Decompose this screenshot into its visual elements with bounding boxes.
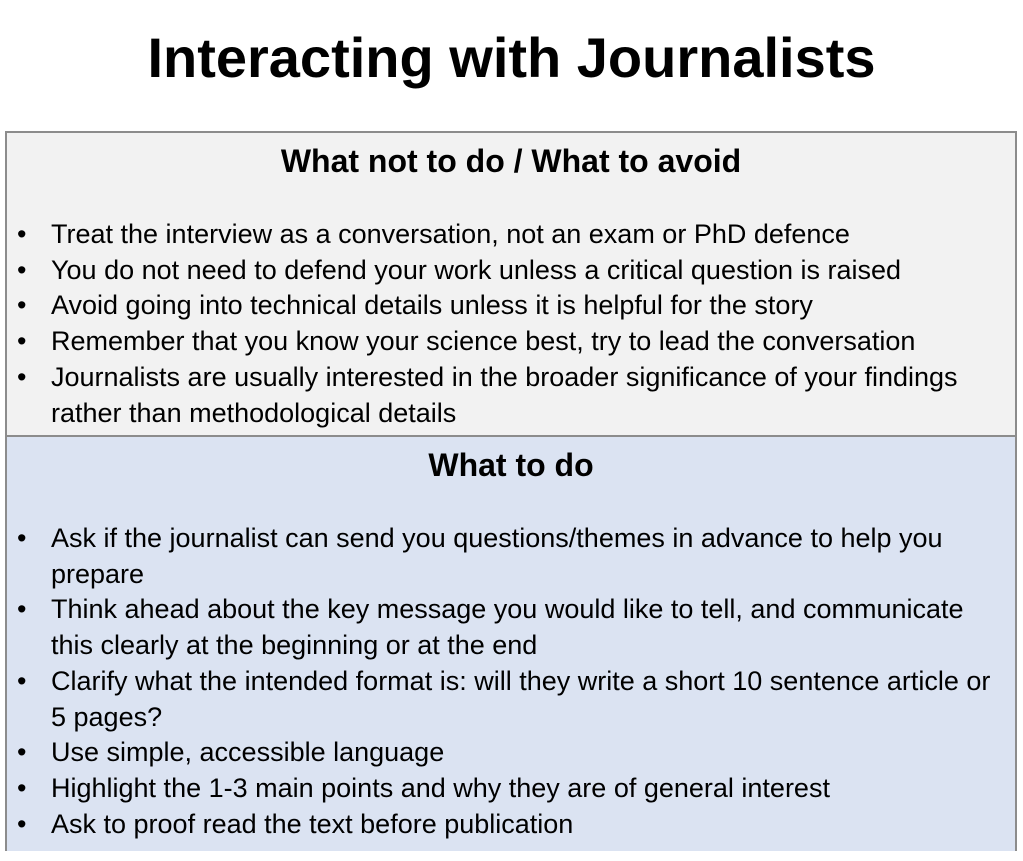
bullet-icon: • bbox=[17, 737, 27, 768]
list-item bbox=[7, 664, 1011, 735]
list-item bbox=[7, 253, 1011, 289]
list-item bbox=[7, 288, 1011, 324]
what-to-avoid-heading: What not to do / What to avoid bbox=[280, 143, 742, 179]
list-item-text: Highlight the 1-3 main points and why they are of general interest bbox=[51, 772, 830, 803]
bullet-icon: • bbox=[17, 594, 27, 625]
bullet-icon: • bbox=[17, 219, 27, 249]
list-item-text: Think ahead about the key message you would like to tell, and communicate this clearly at the beginning or at the end bbox=[51, 594, 964, 661]
what-to-do-list bbox=[7, 521, 1015, 842]
bullet-icon: • bbox=[17, 665, 27, 696]
bullet-icon: • bbox=[17, 772, 27, 803]
list-item-text: Use simple, accessible language bbox=[51, 737, 445, 768]
what-to-do-section bbox=[7, 437, 1015, 851]
list-item bbox=[7, 217, 1011, 253]
list-item-text: You do not need to defend your work unless a critical question is raised bbox=[51, 254, 902, 285]
bullet-icon: • bbox=[17, 361, 27, 392]
list-item bbox=[7, 807, 1011, 843]
list-item bbox=[7, 360, 1011, 431]
list-item-text: Remember that you know your science best, try to lead the conversation bbox=[51, 326, 916, 357]
list-item-text: Avoid going into technical details unless it is helpful for the story bbox=[51, 290, 813, 321]
list-item-text: Ask if the journalist can send you questions/themes in advance to help you prepare bbox=[51, 523, 943, 589]
what-to-avoid-section bbox=[7, 133, 1015, 437]
what-to-avoid-list bbox=[7, 217, 1015, 431]
bullet-icon: • bbox=[17, 808, 27, 839]
page-title: Interacting with Journalists bbox=[147, 26, 876, 89]
list-item bbox=[7, 735, 1011, 771]
bullet-icon: • bbox=[17, 290, 27, 321]
list-item-text: Clarify what the intended format is: will they write a short 10 sentence article or 5 pages? bbox=[51, 665, 991, 732]
bullet-icon: • bbox=[17, 326, 27, 357]
list-item-text: Treat the interview as a conversation, not an exam or PhD defence bbox=[51, 219, 850, 249]
list-item-text: Ask to proof read the text before publication bbox=[51, 808, 574, 839]
list-item-text: Journalists are usually interested in the broader significance of your findings rather than methodological details bbox=[51, 361, 958, 428]
list-item bbox=[7, 771, 1011, 807]
what-to-do-heading: What to do bbox=[428, 447, 594, 483]
bullet-icon: • bbox=[17, 523, 27, 553]
list-item bbox=[7, 592, 1011, 663]
guidelines-table bbox=[5, 131, 1017, 851]
list-item bbox=[7, 324, 1011, 360]
bullet-icon: • bbox=[17, 254, 27, 285]
list-item bbox=[7, 521, 1011, 592]
